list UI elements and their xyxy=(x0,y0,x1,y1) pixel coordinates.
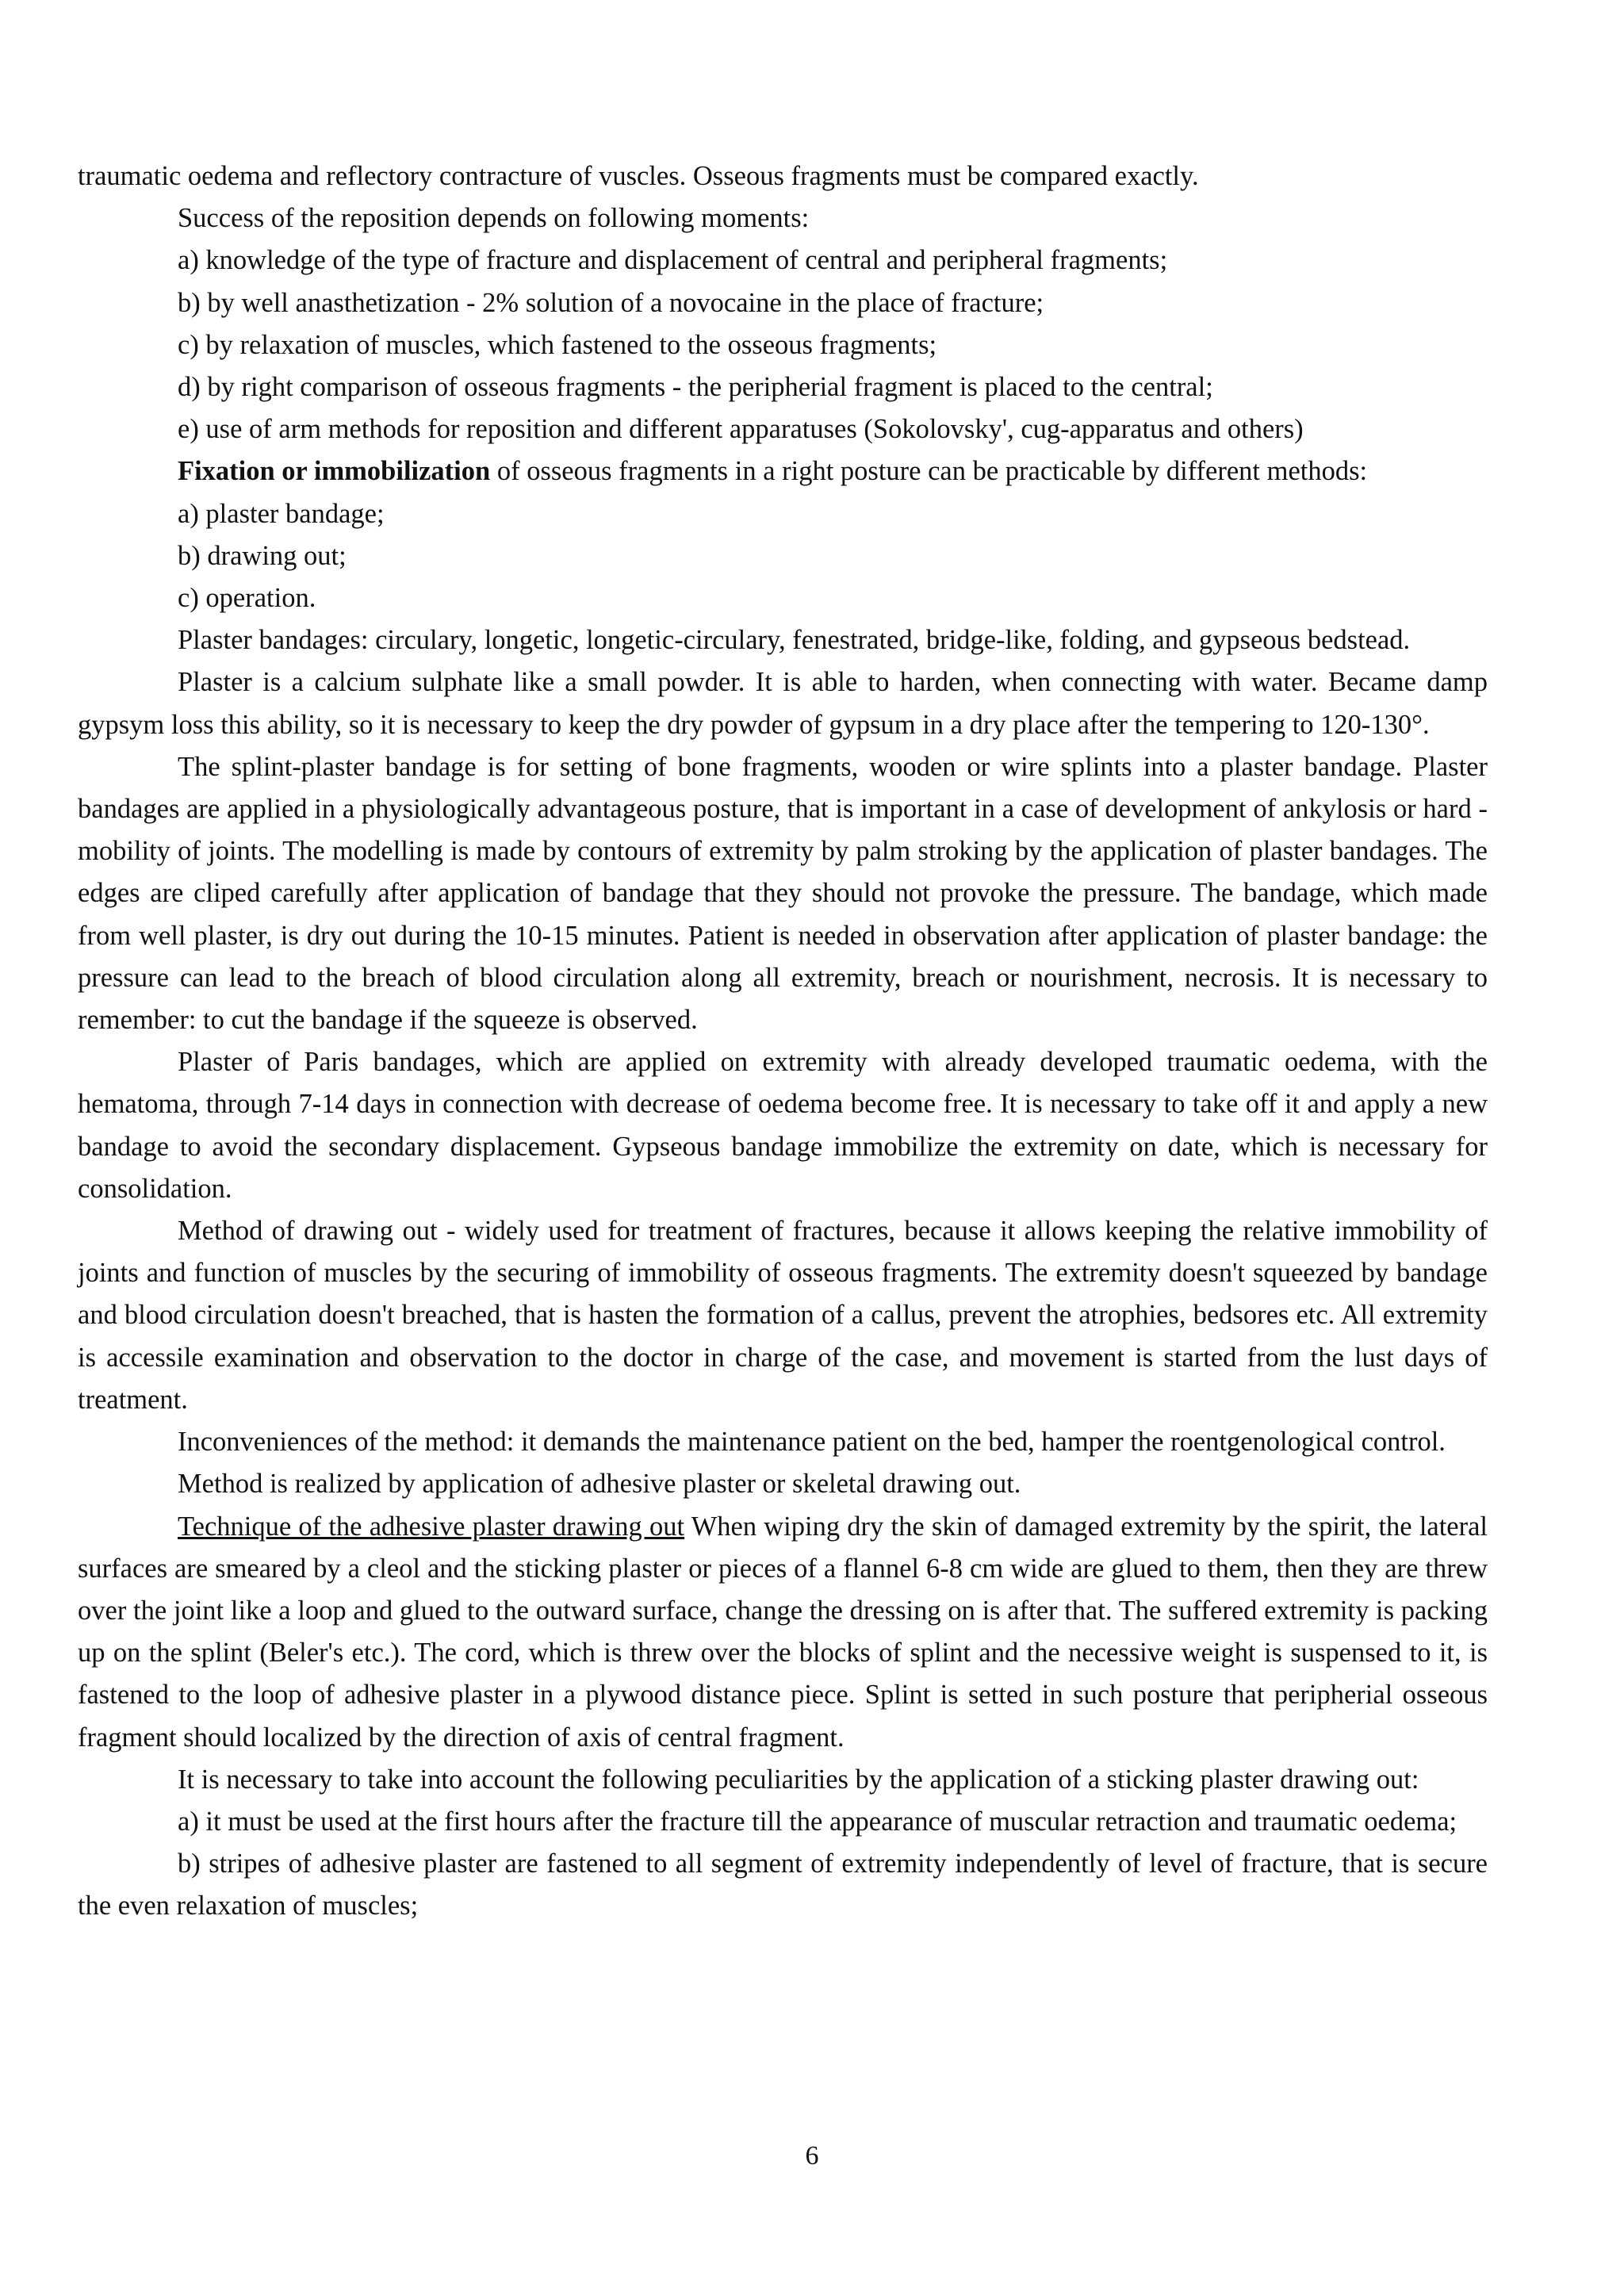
list-item: b) stripes of adhesive plaster are fastened to all segment of extremity independently of level of fracture, that is secure the even relaxation of muscles; xyxy=(78,1849,1488,1921)
list-item: c) by relaxation of muscles, which fastened to the osseous fragments; xyxy=(178,329,937,360)
paragraph: Success of the reposition depends on following moments: xyxy=(178,203,810,234)
list-item: d) by right comparison of osseous fragments - the peripherial fragment is placed to the central; xyxy=(178,372,1213,403)
paragraph xyxy=(78,1506,1488,1759)
paragraph: Plaster is a calcium sulphate like a small powder. It is able to harden, when connecting with water. Became damp gypsym loss this ability, so it is necessary to keep the dry powder of gypsum in a dry place after the tempering to 120-130°. xyxy=(78,667,1488,740)
paragraph: It is necessary to take into account the following peculiarities by the application of a sticking plaster drawing out: xyxy=(178,1764,1419,1795)
page-number: 6 xyxy=(805,2141,819,2170)
paragraph-text: When wiping dry the skin of damaged extremity by the spirit, the lateral surfaces are smeared by a cleol and the sticking plaster or pieces of a flannel 6-8 cm wide are glued to them, then they are threw over the joint like a loop and glued to the outward surface, change the dressing on is after that. The suffered extremity is packing up on the splint (Beler's etc.). The cord, which is threw over the blocks of splint and the necessive weight is suspensed to it, is fastened to the loop of adhesive plaster in a plywood distance piece. Splint is setted in such posture that peripherial osseous fragment should localized by the direction of axis of central fragment. xyxy=(78,1511,1488,1753)
paragraph: Plaster of Paris bandages, which are applied on extremity with already developed traumatic oedema, with the hematoma, through 7-14 days in connection with decrease of oedema become free. It is necessary to take off it and apply a new bandage to avoid the secondary displacement. Gypseous bandage immobilize the extremity on date, which is necessary for consolidation. xyxy=(78,1047,1488,1204)
underlined-heading: Technique of the adhesive plaster drawing out xyxy=(178,1511,685,1542)
paragraph: Method is realized by application of adhesive plaster or skeletal drawing out. xyxy=(178,1469,1021,1500)
paragraph: Method of drawing out - widely used for treatment of fractures, because it allows keeping the relative immobility of joints and function of muscles by the securing of immobility of osseous fragments. The extremity doesn't squeezed by bandage and blood circulation doesn't breached, that is hasten the formation of a callus, prevent the atrophies, bedsores etc. All extremity is accessile examination and observation to the doctor in charge of the case, and movement is started from the lust days of treatment. xyxy=(78,1216,1488,1415)
list-item: c) operation. xyxy=(178,583,316,614)
paragraph: traumatic oedema and reflectory contracture of vuscles. Osseous fragments must be compared exactly. xyxy=(78,161,1199,191)
list-item: e) use of arm methods for reposition and different apparatuses (Sokolovsky', cug-apparatus and others) xyxy=(178,414,1304,445)
list-item: b) by well anasthetization - 2% solution of a novocaine in the place of fracture; xyxy=(178,287,1044,318)
paragraph: Plaster bandages: circulary, longetic, longetic-circulary, fenestrated, bridge-like, folding, and gypseous bedstead. xyxy=(178,625,1411,656)
bold-term: Fixation or immobilization xyxy=(178,456,491,487)
paragraph: The splint-plaster bandage is for setting of bone fragments, wooden or wire splints into a plaster bandage. Plaster bandages are applied in a physiologically advantageous posture, that is important in a case of development of ankylosis or hard - mobility of joints. The modelling is made by contours of extremity by palm stroking by the application of plaster bandages. The edges are cliped carefully after application of bandage that they should not provoke the pressure. The bandage, which made from well plaster, is dry out during the 10-15 minutes. Patient is needed in observation after application of plaster bandage: the pressure can lead to the breach of blood circulation along all extremity, breach or nourishment, necrosis. It is necessary to remember: to cut the bandage if the squeeze is observed. xyxy=(78,751,1488,1036)
list-item: a) it must be used at the first hours after the fracture till the appearance of muscular retraction and traumatic oedema; xyxy=(178,1806,1457,1837)
list-item: a) knowledge of the type of fracture and displacement of central and peripheral fragments; xyxy=(178,245,1168,276)
paragraph: Inconveniences of the method: it demands the maintenance patient on the bed, hamper the roentgenological control. xyxy=(178,1427,1446,1458)
list-item: b) drawing out; xyxy=(178,540,347,571)
paragraph xyxy=(78,450,1488,492)
paragraph-text: of osseous fragments in a right posture can be practicable by different methods: xyxy=(490,456,1368,487)
list-item: a) plaster bandage; xyxy=(178,498,385,529)
document-body xyxy=(78,155,1488,1928)
